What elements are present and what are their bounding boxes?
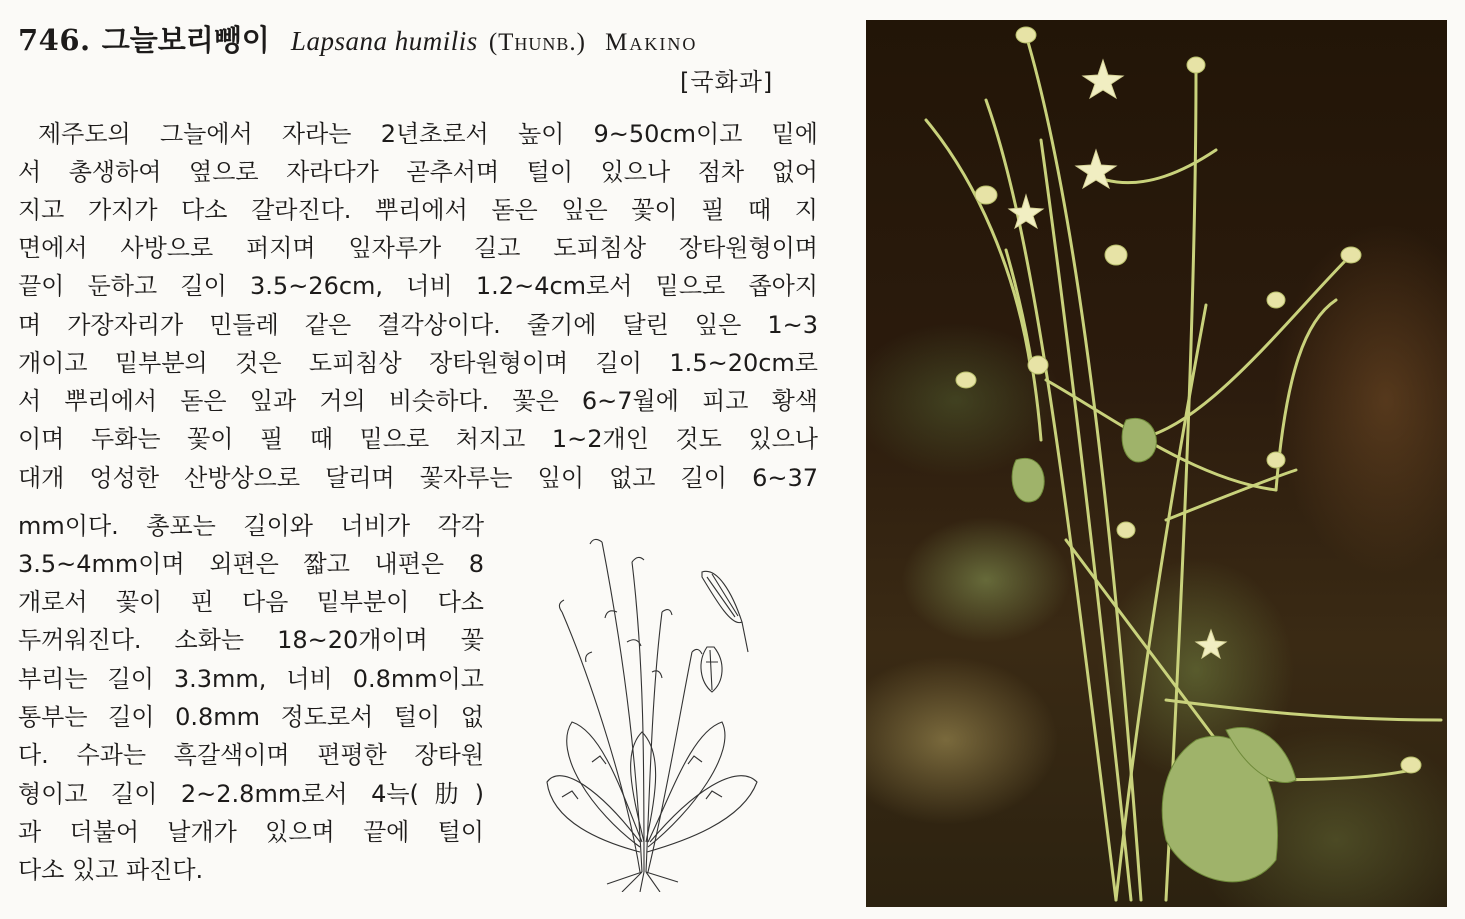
family-name: [국화과] [680,68,774,96]
text-line: 제주도의 그늘에서 자라는 2년초로서 높이 9~50cm이고 밑에 [38,120,818,148]
text-line: 과 더불어 날개가 있으며 끝에 털이 [18,818,484,846]
text-line: 다소 있고 파진다. [18,856,204,884]
text-line: 서 총생하여 옆으로 자라다가 곧추서며 털이 있으나 점차 없어 [18,158,818,186]
korean-name: 그늘보리뺑이 [101,23,270,57]
text-line: 면에서 사방으로 퍼지며 잎자루가 길고 도피침상 장타원형이며 [18,234,818,262]
text-line: 통부는 길이 0.8mm 정도로서 털이 없 [18,703,484,731]
text-line: 끝이 둔하고 길이 3.5~26cm, 너비 1.2~4cm로서 밑으로 좁아지 [18,272,818,300]
author-parenthetical: (Thunb.) [488,29,586,56]
entry-number: 746. [18,23,91,57]
entry-header [18,18,828,58]
text-line: 3.5~4mm이며 외편은 짧고 내편은 8 [18,550,484,578]
text-line: 대개 엉성한 산방상으로 달리며 꽃자루는 잎이 없고 길이 6~37 [18,464,818,492]
plant-photograph [866,20,1447,907]
text-line: 지고 가지가 다소 갈라진다. 뿌리에서 돋은 잎은 꽃이 필 때 지 [18,196,818,224]
text-line: 두꺼워진다. 소화는 18~20개이며 꽃 [18,626,484,654]
text-line: 이며 두화는 꽃이 필 때 밑으로 처지고 1~2개인 것도 있으나 [18,425,818,453]
author-name: Makino [605,29,698,56]
text-line: 며 가장자리가 민들레 같은 결각상이다. 줄기에 달린 잎은 1~3 [18,311,818,339]
text-line: 개이고 밑부분의 것은 도피침상 장타원형이며 길이 1.5~20cm로 [18,349,818,377]
text-line: mm이다. 총포는 길이와 너비가 각각 [18,512,484,540]
text-line: 다. 수과는 흑갈색이며 편평한 장타원 [18,741,484,769]
text-line: 개로서 꽃이 핀 다음 밑부분이 다소 [18,588,484,616]
text-line: 부리는 길이 3.3mm, 너비 0.8mm이고 [18,665,484,693]
text-line: 서 뿌리에서 돋은 잎과 거의 비슷하다. 꽃은 6~7월에 피고 황색 [18,387,818,415]
botanical-illustration [532,522,772,892]
text-line: 형이고 길이 2~2.8mm로서 4늑(肋) [18,780,484,808]
scientific-name: Lapsana humilis [290,26,478,56]
